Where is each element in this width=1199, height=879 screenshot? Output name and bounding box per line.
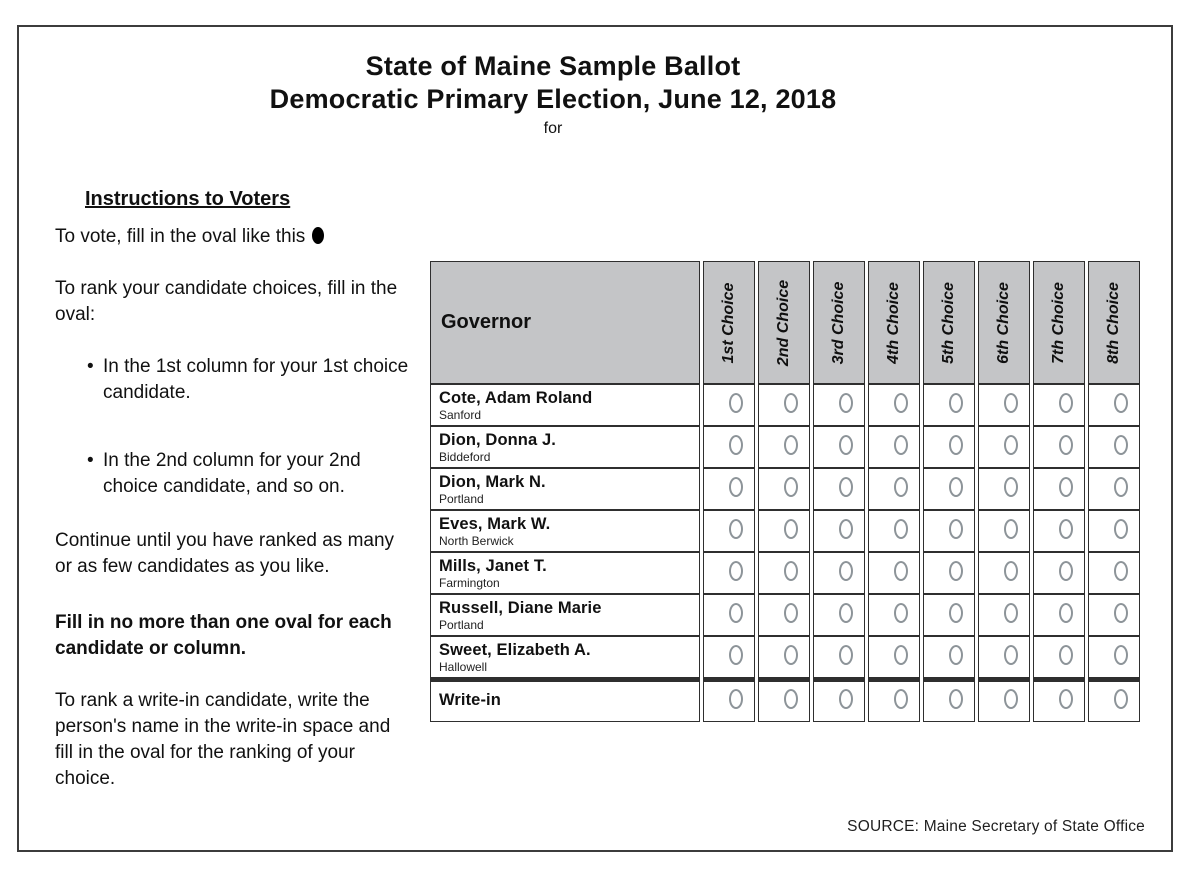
oval-cell[interactable] (813, 636, 865, 678)
choice-header-4 (868, 261, 920, 384)
choice-oval-icon (784, 435, 798, 455)
oval-cell[interactable] (1033, 426, 1085, 468)
instruction-limit: Fill in no more than one oval for each candidate or column. (55, 612, 392, 659)
ranked-choice-ballot-table (427, 261, 1143, 722)
choice-oval-icon (839, 603, 853, 623)
choice-oval-icon (729, 689, 743, 709)
choice-oval-icon (839, 561, 853, 581)
candidate-row (430, 426, 1140, 468)
candidate-city: Portland (439, 492, 484, 506)
candidate-city: Farmington (439, 576, 500, 590)
choice-oval-icon (1059, 477, 1073, 497)
oval-cell[interactable] (923, 594, 975, 636)
choice-oval-icon (784, 689, 798, 709)
oval-cell[interactable] (758, 594, 810, 636)
choice-oval-icon (729, 477, 743, 497)
choice-oval-icon (729, 561, 743, 581)
oval-cell[interactable] (758, 510, 810, 552)
oval-cell[interactable] (1033, 384, 1085, 426)
oval-cell[interactable] (1088, 552, 1140, 594)
choice-oval-icon (949, 689, 963, 709)
oval-cell[interactable] (813, 510, 865, 552)
oval-cell[interactable] (868, 510, 920, 552)
choice-oval-icon (1059, 561, 1073, 581)
choice-oval-icon (894, 603, 908, 623)
oval-cell[interactable] (923, 384, 975, 426)
oval-cell[interactable] (868, 468, 920, 510)
oval-cell[interactable] (1088, 594, 1140, 636)
candidate-name: Sweet, Elizabeth A. (439, 641, 591, 659)
ballot-title-line1: State of Maine Sample Ballot (365, 51, 741, 81)
bullet-icon: • (87, 450, 94, 471)
candidate-row (430, 468, 1140, 510)
instruction-vote-text: To vote, fill in the oval like this (55, 226, 306, 247)
oval-cell[interactable] (703, 426, 755, 468)
choice-oval-icon (839, 435, 853, 455)
choice-oval-icon (784, 645, 798, 665)
oval-cell[interactable] (1033, 510, 1085, 552)
oval-cell[interactable] (1033, 594, 1085, 636)
choice-oval-icon (1004, 435, 1018, 455)
choice-oval-icon (1059, 435, 1073, 455)
choice-oval-icon (729, 603, 743, 623)
choice-oval-icon (839, 393, 853, 413)
write-in-label: Write-in (439, 691, 501, 709)
oval-cell[interactable] (1088, 468, 1140, 510)
oval-cell[interactable] (813, 426, 865, 468)
choice-header-5 (923, 261, 975, 384)
oval-cell[interactable] (813, 594, 865, 636)
choice-oval-icon (729, 393, 743, 413)
choice-oval-icon (949, 645, 963, 665)
oval-cell[interactable] (703, 594, 755, 636)
choice-oval-icon (839, 689, 853, 709)
choice-oval-icon (949, 561, 963, 581)
bullet-icon: • (87, 356, 94, 377)
oval-cell[interactable] (978, 426, 1030, 468)
oval-cell[interactable] (923, 468, 975, 510)
choice-oval-icon (949, 519, 963, 539)
filled-oval-example-icon (312, 227, 324, 244)
candidate-city: Portland (439, 618, 484, 632)
choice-oval-icon (894, 645, 908, 665)
choice-oval-icon (729, 519, 743, 539)
oval-cell[interactable] (758, 678, 810, 722)
ballot-title-line2: Democratic Primary Election, June 12, 2018 (269, 84, 837, 114)
oval-cell[interactable] (813, 552, 865, 594)
oval-cell[interactable] (813, 468, 865, 510)
oval-cell[interactable] (923, 636, 975, 678)
candidate-row (430, 552, 1140, 594)
choice-oval-icon (784, 393, 798, 413)
oval-cell[interactable] (868, 384, 920, 426)
oval-cell[interactable] (923, 552, 975, 594)
choice-oval-icon (949, 603, 963, 623)
office-header: Governor (430, 261, 700, 384)
instruction-bullet-2 (87, 448, 411, 500)
oval-cell[interactable] (978, 636, 1030, 678)
choice-oval-icon (729, 645, 743, 665)
choice-header-3 (813, 261, 865, 384)
oval-cell[interactable] (1033, 468, 1085, 510)
choice-oval-icon (1114, 645, 1128, 665)
candidate-cell (430, 594, 700, 636)
instruction-vote (55, 224, 411, 250)
choice-header-8-label: 8th Choice (1105, 281, 1122, 364)
choice-oval-icon (729, 435, 743, 455)
oval-cell[interactable] (868, 552, 920, 594)
choice-oval-icon (784, 561, 798, 581)
oval-cell[interactable] (978, 384, 1030, 426)
oval-cell[interactable] (978, 510, 1030, 552)
candidate-name: Mills, Janet T. (439, 557, 547, 575)
choice-header-4-label: 4th Choice (885, 281, 902, 364)
candidate-cell (430, 510, 700, 552)
oval-cell[interactable] (868, 636, 920, 678)
choice-oval-icon (1004, 393, 1018, 413)
oval-cell[interactable] (868, 426, 920, 468)
choice-header-1 (703, 261, 755, 384)
choice-oval-icon (839, 519, 853, 539)
oval-cell[interactable] (758, 636, 810, 678)
instruction-bullet-1 (87, 354, 411, 406)
oval-cell[interactable] (1088, 510, 1140, 552)
instruction-bullet-2-text: In the 2nd column for your 2nd choice candidate, and so on. (103, 450, 361, 497)
oval-cell[interactable] (758, 384, 810, 426)
choice-header-7-label: 7th Choice (1050, 281, 1067, 364)
choice-oval-icon (1059, 603, 1073, 623)
oval-cell[interactable] (1088, 636, 1140, 678)
candidate-city: Biddeford (439, 450, 491, 464)
candidate-name: Cote, Adam Roland (439, 389, 593, 407)
table-header-row (430, 261, 1140, 384)
choice-header-2-label: 2nd Choice (775, 279, 792, 366)
oval-cell[interactable] (978, 678, 1030, 722)
instructions-panel (55, 186, 411, 818)
candidate-name: Dion, Mark N. (439, 473, 546, 491)
oval-cell[interactable] (758, 552, 810, 594)
oval-cell[interactable] (703, 384, 755, 426)
write-in-cell[interactable] (430, 678, 700, 722)
oval-cell[interactable] (1088, 426, 1140, 468)
choice-oval-icon (1004, 519, 1018, 539)
oval-cell[interactable] (813, 384, 865, 426)
choice-oval-icon (1114, 435, 1128, 455)
oval-cell[interactable] (703, 552, 755, 594)
choice-oval-icon (1114, 561, 1128, 581)
oval-cell[interactable] (1033, 552, 1085, 594)
choice-header-3-label: 3rd Choice (830, 281, 847, 364)
oval-cell[interactable] (923, 510, 975, 552)
choice-oval-icon (949, 477, 963, 497)
choice-oval-icon (894, 689, 908, 709)
oval-cell[interactable] (813, 678, 865, 722)
oval-cell[interactable] (923, 678, 975, 722)
candidate-name: Eves, Mark W. (439, 515, 551, 533)
choice-header-6 (978, 261, 1030, 384)
candidate-name: Dion, Donna J. (439, 431, 556, 449)
candidate-row (430, 636, 1140, 678)
candidate-city: North Berwick (439, 534, 514, 548)
oval-cell[interactable] (868, 594, 920, 636)
candidate-row (430, 510, 1140, 552)
candidate-cell (430, 426, 700, 468)
oval-cell[interactable] (978, 468, 1030, 510)
choice-oval-icon (894, 435, 908, 455)
choice-oval-icon (839, 645, 853, 665)
oval-cell[interactable] (703, 468, 755, 510)
oval-cell[interactable] (868, 678, 920, 722)
instruction-rank: To rank your candidate choices, fill in the oval: (55, 278, 398, 325)
choice-oval-icon (784, 477, 798, 497)
choice-oval-icon (949, 393, 963, 413)
choice-header-6-label: 6th Choice (995, 281, 1012, 364)
choice-oval-icon (1059, 689, 1073, 709)
oval-cell[interactable] (1088, 384, 1140, 426)
choice-header-7 (1033, 261, 1085, 384)
source-attribution: SOURCE: Maine Secretary of State Office (847, 818, 1145, 835)
title-block (0, 50, 1106, 140)
candidate-cell (430, 552, 700, 594)
candidate-city: Sanford (439, 408, 482, 422)
oval-cell[interactable] (758, 468, 810, 510)
choice-oval-icon (949, 435, 963, 455)
candidate-city: Hallowell (439, 660, 488, 674)
choice-oval-icon (1114, 519, 1128, 539)
ballot-title-for: for (543, 120, 563, 137)
choice-oval-icon (839, 477, 853, 497)
choice-oval-icon (894, 477, 908, 497)
choice-header-2 (758, 261, 810, 384)
choice-oval-icon (1114, 393, 1128, 413)
instruction-continue: Continue until you have ranked as many or as few candidates as you like. (55, 530, 395, 577)
choice-oval-icon (894, 519, 908, 539)
choice-oval-icon (1059, 393, 1073, 413)
choice-oval-icon (894, 561, 908, 581)
choice-header-5-label: 5th Choice (940, 281, 957, 364)
oval-cell[interactable] (703, 678, 755, 722)
choice-oval-icon (1004, 561, 1018, 581)
choice-oval-icon (1114, 689, 1128, 709)
candidate-row (430, 384, 1140, 426)
choice-oval-icon (1004, 645, 1018, 665)
instructions-heading: Instructions to Voters (85, 188, 291, 210)
choice-oval-icon (1114, 603, 1128, 623)
choice-oval-icon (1059, 519, 1073, 539)
choice-header-8 (1088, 261, 1140, 384)
choice-oval-icon (1114, 477, 1128, 497)
choice-oval-icon (784, 519, 798, 539)
choice-oval-icon (894, 393, 908, 413)
oval-cell[interactable] (703, 510, 755, 552)
instruction-bullet-1-text: In the 1st column for your 1st choice candidate. (103, 356, 409, 403)
choice-oval-icon (1004, 477, 1018, 497)
candidate-cell (430, 468, 700, 510)
oval-cell[interactable] (1033, 636, 1085, 678)
candidate-name: Russell, Diane Marie (439, 599, 602, 617)
oval-cell[interactable] (703, 636, 755, 678)
candidate-cell (430, 636, 700, 678)
write-in-row (430, 678, 1140, 722)
choice-oval-icon (1059, 645, 1073, 665)
choice-oval-icon (784, 603, 798, 623)
instruction-write-in: To rank a write-in candidate, write the person's name in the write-in space and fill in the oval for the ranking of your choice. (55, 690, 391, 789)
choice-oval-icon (1004, 689, 1018, 709)
choice-header-1-label: 1st Choice (720, 282, 737, 363)
oval-cell[interactable] (978, 552, 1030, 594)
choice-oval-icon (1004, 603, 1018, 623)
oval-cell[interactable] (1088, 678, 1140, 722)
oval-cell[interactable] (923, 426, 975, 468)
oval-cell[interactable] (978, 594, 1030, 636)
oval-cell[interactable] (758, 426, 810, 468)
candidate-cell (430, 384, 700, 426)
candidate-row (430, 594, 1140, 636)
oval-cell[interactable] (1033, 678, 1085, 722)
